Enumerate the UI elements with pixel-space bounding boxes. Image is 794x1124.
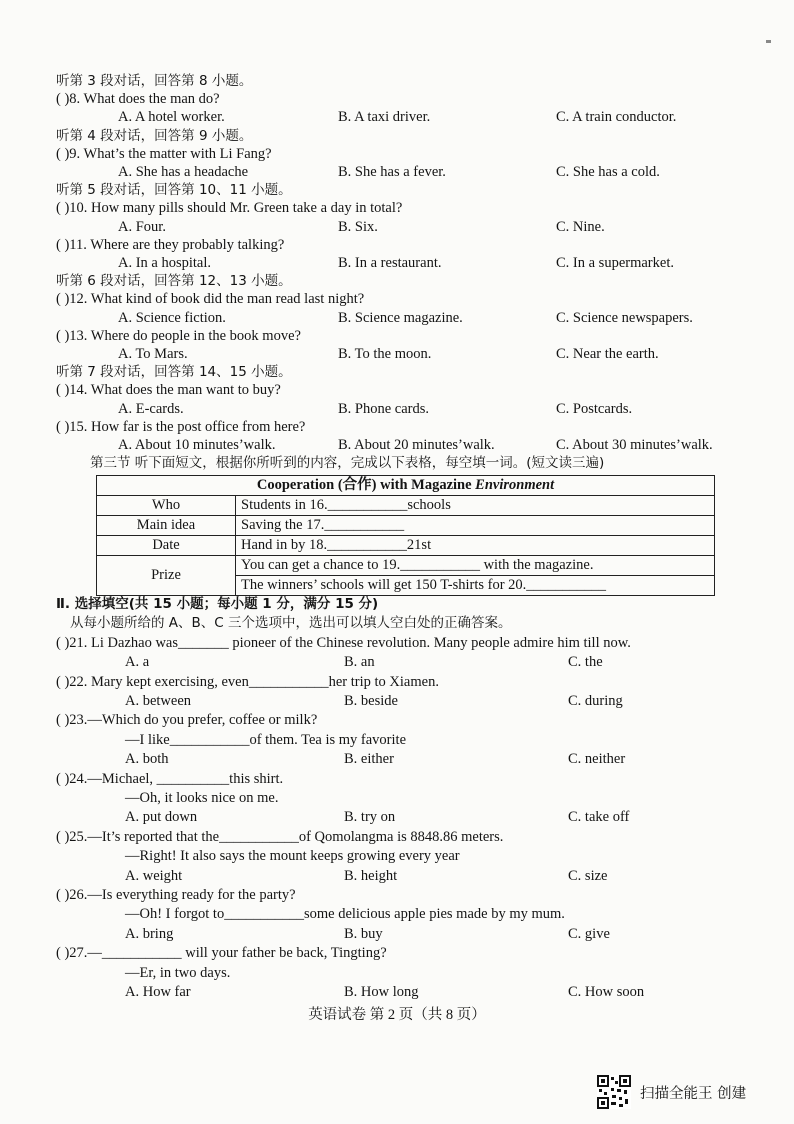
line-segment: A. put down <box>125 809 198 826</box>
text-line <box>0 788 794 808</box>
line-segment: B. How long <box>344 984 419 1000</box>
line-segment: B. buy <box>344 925 383 942</box>
line-segment: A. To Mars. <box>118 346 188 362</box>
row-label: Prize <box>97 556 236 596</box>
magazine-table <box>96 475 715 596</box>
text-line <box>0 217 794 237</box>
table-title: Cooperation (合作) with Magazine Environment <box>97 476 715 496</box>
line-segment: ( )11. Where are they probably talking? <box>56 236 285 253</box>
line-segment: B. try on <box>344 809 396 826</box>
text-line <box>0 691 794 711</box>
scan-mark <box>766 40 771 43</box>
line-segment: A. About 10 minutes’walk. <box>118 437 276 453</box>
line-segment: C. Near the earth. <box>556 346 659 362</box>
line-segment: ( )24.—Michael, __________this shirt. <box>56 770 284 787</box>
line-segment: B. A taxi driver. <box>338 109 431 126</box>
line-segment: ( )23.—Which do you prefer, coffee or milk? <box>56 712 318 729</box>
text-line <box>0 672 794 692</box>
line-segment: C. How soon <box>568 984 645 1000</box>
text-line <box>0 435 794 455</box>
row-text: Saving the 17.___________ <box>236 516 715 536</box>
text-line <box>0 613 794 633</box>
line-segment: ( )21. Li Dazhao was_______ pioneer of the Chinese revolution. Many people admire him till now. <box>56 634 631 651</box>
row-text: Hand in by 18.___________21st <box>236 536 715 556</box>
line-segment: 第三节 听下面短文，根据你所听到的内容，完成以下表格，每空填一词。(短文读三遍) <box>90 455 605 472</box>
line-segment: —Oh! I forgot to___________some delicious apple pies made by my mum. <box>125 906 565 923</box>
line-segment: B. To the moon. <box>338 346 432 362</box>
line-segment: B. Science magazine. <box>338 309 463 326</box>
text-line <box>0 710 794 730</box>
text-line <box>0 633 794 653</box>
row-text: Students in 16.___________schools <box>236 496 715 516</box>
line-segment: A. Science fiction. <box>118 309 226 326</box>
qr-code-icon <box>597 1075 631 1109</box>
line-segment: A. In a hospital. <box>118 255 212 271</box>
text-line <box>0 271 794 291</box>
text-line <box>0 652 794 672</box>
line-segment: ( )22. Mary kept exercising, even___________her trip to Xiamen. <box>56 673 439 690</box>
text-line <box>0 749 794 769</box>
line-segment: C. size <box>568 867 608 884</box>
line-segment: A. both <box>125 751 169 768</box>
line-segment: B. beside <box>344 693 398 709</box>
text-line <box>0 71 794 91</box>
line-segment: C. Science newspapers. <box>556 309 693 326</box>
line-segment: C. during <box>568 693 623 709</box>
line-segment: 听第 6 段对话，回答第 12、13 小题。 <box>56 273 292 290</box>
line-segment: A. a <box>125 654 150 671</box>
line-segment: ( )14. What does the man want to buy? <box>56 382 281 399</box>
line-segment: A. bring <box>125 925 174 942</box>
text-line <box>0 885 794 905</box>
page-footer: 英语试卷 第 2 页（共 8 页） <box>308 1007 486 1023</box>
text-line <box>0 198 794 218</box>
line-segment: —Right! It also says the mount keeps growing every year <box>125 848 460 865</box>
line-segment: ( )10. How many pills should Mr. Green take a day in total? <box>56 200 403 217</box>
text-line <box>0 126 794 146</box>
text-line <box>0 180 794 200</box>
line-segment: A. How far <box>125 984 191 1000</box>
row-text: You can get a chance to 19.___________ with the magazine. <box>236 556 715 576</box>
line-segment: 听第 3 段对话，回答第 8 小题。 <box>56 73 253 89</box>
line-segment: —Oh, it looks nice on me. <box>125 790 279 806</box>
line-segment: C. Nine. <box>556 218 605 235</box>
line-segment: ( )25.—It’s reported that the___________of Qomolangma is 8848.86 meters. <box>56 828 504 845</box>
text-line <box>0 144 794 164</box>
line-segment: C. neither <box>568 751 626 768</box>
line-segment: ( )27.—___________ will your father be back, Tingting? <box>56 945 387 962</box>
line-segment: C. the <box>568 654 603 671</box>
line-segment: B. either <box>344 751 394 768</box>
line-segment: B. In a restaurant. <box>338 255 442 271</box>
text-line <box>0 417 794 437</box>
table-header-row <box>97 476 715 496</box>
line-segment: A. between <box>125 693 192 709</box>
line-segment: ( )9. What’s the matter with Li Fang? <box>56 145 272 162</box>
text-line <box>0 769 794 789</box>
text-line <box>0 924 794 944</box>
line-segment: A. Four. <box>118 218 166 235</box>
scanner-label: 扫描全能王 创建 <box>640 1086 747 1102</box>
line-segment: ( )15. How far is the post office from here? <box>56 418 306 435</box>
text-line <box>0 866 794 886</box>
line-segment: —I like___________of them. Tea is my favorite <box>125 731 407 748</box>
line-segment: Ⅱ. 选择填空(共 15 小题；每小题 1 分，满分 15 分) <box>56 596 379 612</box>
line-segment: 听第 7 段对话，回答第 14、15 小题。 <box>56 364 292 381</box>
line-segment: ( )12. What kind of book did the man read last night? <box>56 291 365 308</box>
line-segment: —Er, in two days. <box>125 964 231 981</box>
row-label: Date <box>97 536 236 556</box>
text-line <box>0 362 794 382</box>
text-line <box>0 982 794 1002</box>
line-segment: A. She has a headache <box>118 164 249 180</box>
text-line <box>0 730 794 750</box>
line-segment: A. A hotel worker. <box>118 109 225 126</box>
line-segment: B. an <box>344 654 375 671</box>
line-segment: C. A train conductor. <box>556 109 677 126</box>
text-line <box>0 453 794 473</box>
text-line <box>0 107 794 127</box>
text-line <box>0 380 794 400</box>
line-segment: A. E-cards. <box>118 400 184 417</box>
table-row <box>97 536 715 556</box>
table-row <box>97 516 715 536</box>
line-segment: C. In a supermarket. <box>556 255 674 271</box>
table-row <box>97 496 715 516</box>
line-segment: A. weight <box>125 867 183 884</box>
row-text: The winners’ schools will get 150 T-shirts for 20.___________ <box>236 576 715 596</box>
text-line <box>0 399 794 419</box>
line-segment: B. Phone cards. <box>338 400 430 417</box>
text-line <box>0 943 794 963</box>
line-segment: B. height <box>344 867 398 884</box>
line-segment: 听第 4 段对话，回答第 9 小题。 <box>56 127 253 144</box>
line-segment: B. Six. <box>338 218 378 235</box>
line-segment: C. She has a cold. <box>556 164 660 180</box>
line-segment: C. About 30 minutes’walk. <box>556 437 713 453</box>
row-label: Who <box>97 496 236 516</box>
line-segment: ( )13. Where do people in the book move? <box>56 327 301 344</box>
line-segment: C. give <box>568 925 610 942</box>
line-segment: B. She has a fever. <box>338 164 446 180</box>
line-segment: ( )26.—Is everything ready for the party? <box>56 887 296 903</box>
text-line <box>0 846 794 866</box>
text-line <box>0 289 794 309</box>
line-segment: C. Postcards. <box>556 400 633 417</box>
line-segment: B. About 20 minutes’walk. <box>338 437 495 453</box>
text-line <box>0 963 794 983</box>
text-line <box>0 807 794 827</box>
line-segment: ( )8. What does the man do? <box>56 91 220 108</box>
row-label: Main idea <box>97 516 236 536</box>
text-line <box>0 904 794 924</box>
text-line <box>0 308 794 328</box>
text-line <box>0 235 794 255</box>
text-line <box>0 827 794 847</box>
text-line <box>0 162 794 182</box>
table-row <box>97 556 715 576</box>
line-segment: 听第 5 段对话，回答第 10、11 小题。 <box>56 182 292 199</box>
text-line <box>0 253 794 273</box>
line-segment: 从每小题所给的 A、B、C 三个选项中，选出可以填人空白处的正确答案。 <box>70 615 512 632</box>
text-line <box>0 344 794 364</box>
text-line <box>0 326 794 346</box>
text-line <box>0 594 794 614</box>
line-segment: C. take off <box>568 809 630 826</box>
text-line <box>0 89 794 109</box>
